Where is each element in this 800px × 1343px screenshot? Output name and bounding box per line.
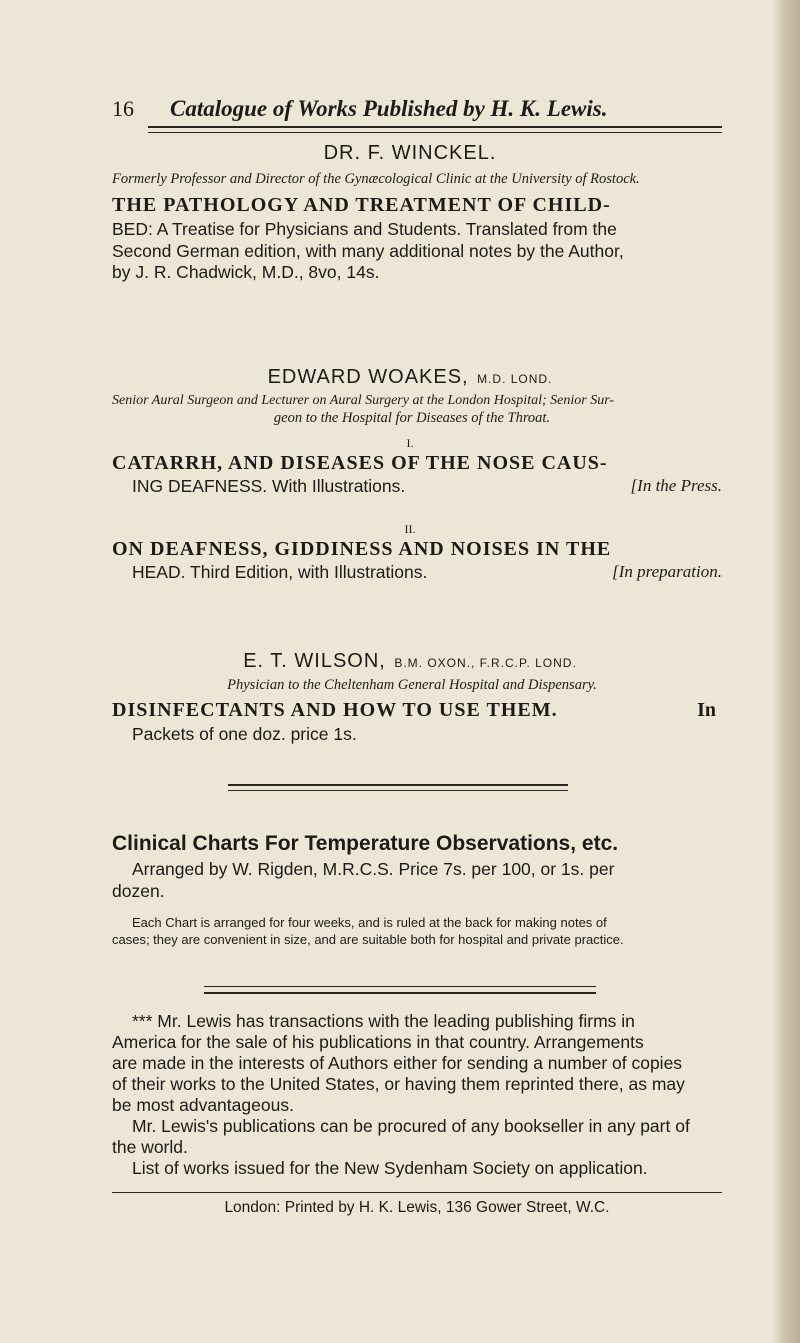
notice-divider-thick: [204, 992, 596, 994]
notice-line-1: *** Mr. Lewis has transactions with the leading publishing firms in: [132, 1011, 635, 1031]
page-edge-shadow: [772, 0, 800, 1343]
wilson-author: E. T. WILSON,: [243, 650, 386, 672]
notice-line-7: the world.: [112, 1137, 188, 1157]
notice-line-8: List of works issued for the New Sydenham Society on application.: [132, 1158, 648, 1178]
winckel-line-3: Second German edition, with many additional notes by the Author,: [112, 241, 624, 261]
wilson-title-line: [112, 699, 722, 725]
woakes-work-1-line-2: ING DEAFNESS. With Illustrations.: [132, 476, 406, 496]
running-header: [112, 96, 722, 134]
woakes-affiliation-1: Senior Aural Surgeon and Lecturer on Aural Surgery at the London Hospital; Senior Sur-: [112, 393, 615, 408]
woakes-affiliation-2: geon to the Hospital for Diseases of the Throat.: [273, 410, 551, 426]
notice-divider: [204, 986, 596, 987]
woakes-work-2-numeral: II.: [404, 522, 416, 536]
wilson-title: DISINFECTANTS AND HOW TO USE THEM.: [112, 699, 558, 721]
wilson-affiliation: Physician to the Cheltenham General Hospital and Dispensary.: [227, 677, 597, 693]
woakes-work-1-line: [132, 476, 722, 500]
woakes-work-1-numeral: I.: [406, 436, 414, 450]
winckel-line-4: by J. R. Chadwick, M.D., 8vo, 14s.: [112, 262, 380, 282]
notice-line-6: Mr. Lewis's publications can be procured of any bookseller in any part of: [132, 1116, 690, 1136]
footer-rule: [112, 1192, 722, 1193]
charts-note-2: cases; they are convenient in size, and are suitable both for hospital and private practice.: [112, 932, 624, 947]
winckel-author: DR. F. WINCKEL.: [323, 142, 497, 164]
woakes-work-2-line-2: HEAD. Third Edition, with Illustrations.: [132, 562, 428, 582]
charts-note-1: Each Chart is arranged for four weeks, and is ruled at the back for making notes of: [132, 915, 607, 930]
notice-line-5: be most advantageous.: [112, 1095, 294, 1115]
header-rule: [148, 126, 722, 128]
woakes-work-1-status: [In the Press.: [630, 476, 722, 495]
winckel-line-2: BED: A Treatise for Physicians and Students. Translated from the: [112, 219, 617, 239]
woakes-degree: M.D. LOND.: [477, 372, 553, 386]
wilson-title-tail: In: [697, 699, 716, 721]
woakes-heading: [200, 366, 620, 389]
header-rule-thin: [148, 132, 722, 133]
woakes-work-2-line: [132, 562, 722, 586]
footer-imprint: London: Printed by H. K. Lewis, 136 Gower Street, W.C.: [224, 1199, 610, 1216]
notice-line-2: America for the sale of his publications in that country. Arrangements: [112, 1032, 644, 1052]
wilson-degree: B.M. OXON., F.R.C.P. LOND.: [394, 656, 577, 670]
winckel-affiliation: Formerly Professor and Director of the Gynæcological Clinic at the University of Rostock.: [112, 171, 640, 187]
woakes-author: EDWARD WOAKES,: [267, 366, 469, 388]
charts-line-2: dozen.: [112, 881, 165, 901]
woakes-work-1-title: CATARRH, AND DISEASES OF THE NOSE CAUS-: [112, 452, 608, 474]
charts-line-1: Arranged by W. Rigden, M.R.C.S. Price 7s. per 100, or 1s. per: [132, 859, 615, 879]
header-title: Catalogue of Works Published by H. K. Lewis.: [170, 96, 608, 121]
page-number: 16: [112, 96, 134, 121]
notice-line-3: are made in the interests of Authors either for sending a number of copies: [112, 1053, 683, 1073]
notice-line-4: of their works to the United States, or having them reprinted there, as may: [112, 1074, 685, 1094]
winckel-work-title: THE PATHOLOGY AND TREATMENT OF CHILD-: [112, 194, 611, 216]
charts-title: Clinical Charts For Temperature Observations, etc.: [112, 832, 619, 855]
section-divider: [228, 784, 568, 786]
wilson-line-2: Packets of one doz. price 1s.: [132, 724, 357, 744]
wilson-heading: [200, 650, 620, 673]
woakes-work-2-title: ON DEAFNESS, GIDDINESS AND NOISES IN THE: [112, 538, 612, 560]
section-divider-thin: [228, 790, 568, 791]
woakes-work-2-status: [In preparation.: [612, 562, 722, 581]
